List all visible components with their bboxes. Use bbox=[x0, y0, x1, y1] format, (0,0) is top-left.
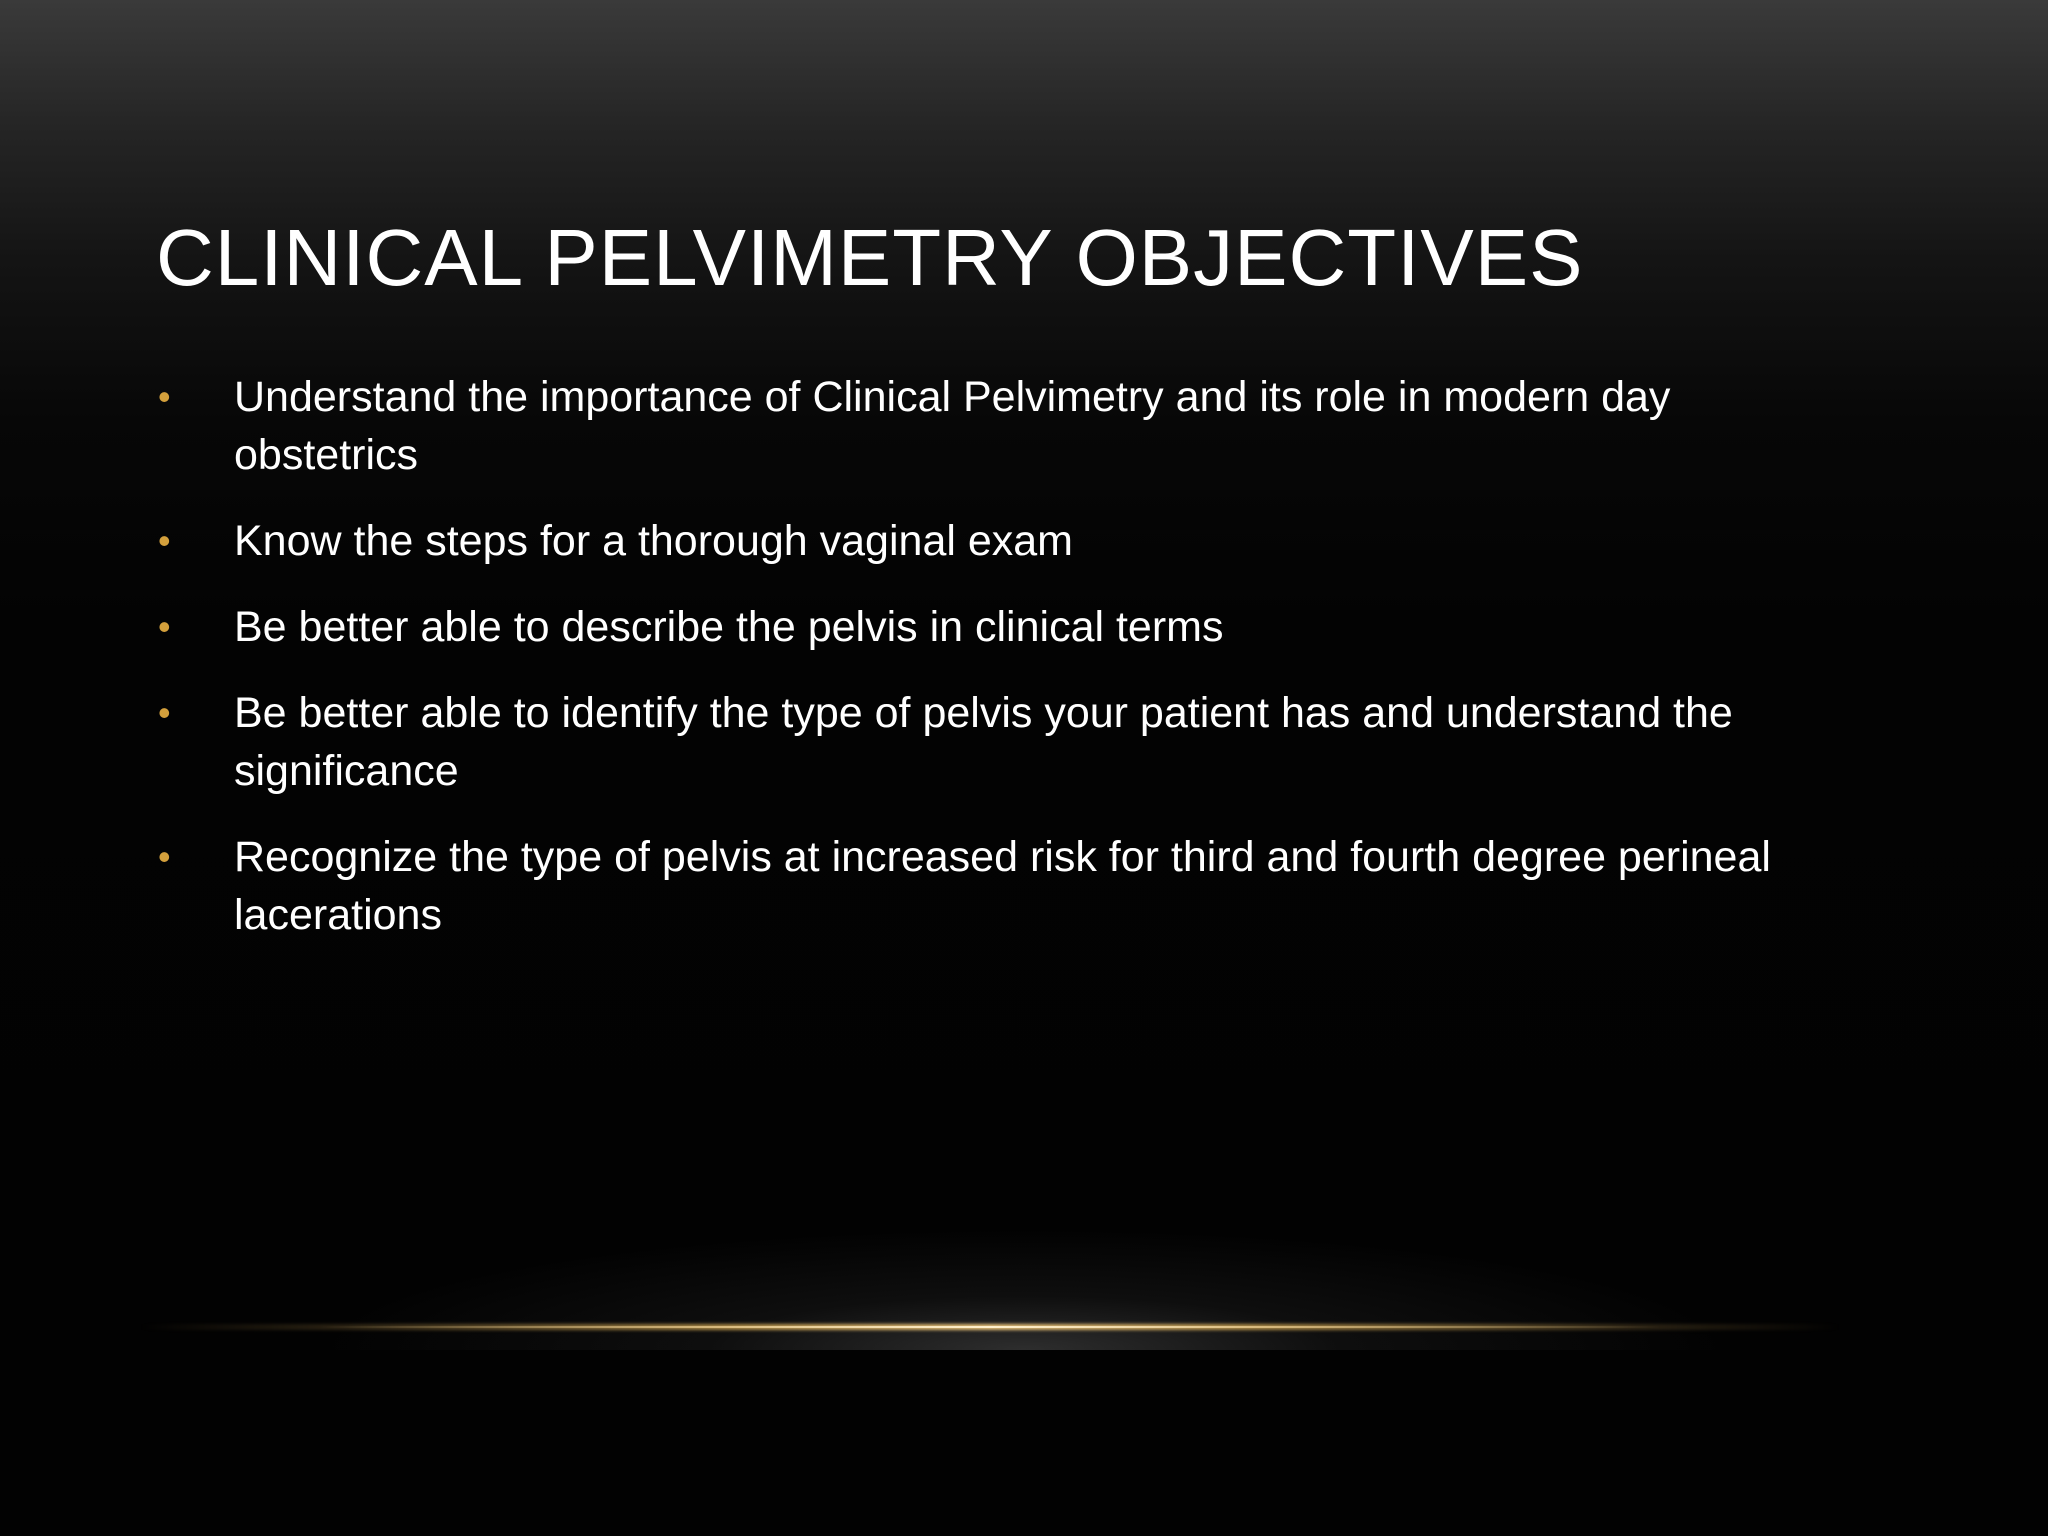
bullet-text: Recognize the type of pelvis at increased risk for third and fourth degree perineal lacerations bbox=[234, 833, 1771, 939]
bullet-text: Know the steps for a thorough vaginal exam bbox=[234, 517, 1074, 565]
bullet-text: Be better able to identify the type of pelvis your patient has and understand the significance bbox=[234, 689, 1733, 795]
objectives-list bbox=[156, 368, 1856, 972]
bullet-icon: • bbox=[158, 692, 171, 733]
slide-title: CLINICAL PELVIMETRY OBJECTIVES bbox=[156, 213, 1584, 302]
bullet-icon: • bbox=[158, 836, 171, 877]
list-item bbox=[156, 828, 1854, 944]
list-item bbox=[156, 368, 1854, 484]
list-item bbox=[156, 684, 1854, 800]
bullet-icon: • bbox=[158, 376, 171, 417]
list-item bbox=[156, 598, 1854, 656]
bottom-glow bbox=[324, 1150, 1724, 1350]
gold-highlight-line-core bbox=[320, 1326, 1660, 1328]
bullet-text: Understand the importance of Clinical Pelvimetry and its role in modern day obstetrics bbox=[234, 373, 1671, 479]
bullet-icon: • bbox=[158, 606, 171, 647]
bullet-icon: • bbox=[158, 520, 171, 561]
bullet-text: Be better able to describe the pelvis in clinical terms bbox=[234, 603, 1224, 651]
list-item bbox=[156, 512, 1854, 570]
